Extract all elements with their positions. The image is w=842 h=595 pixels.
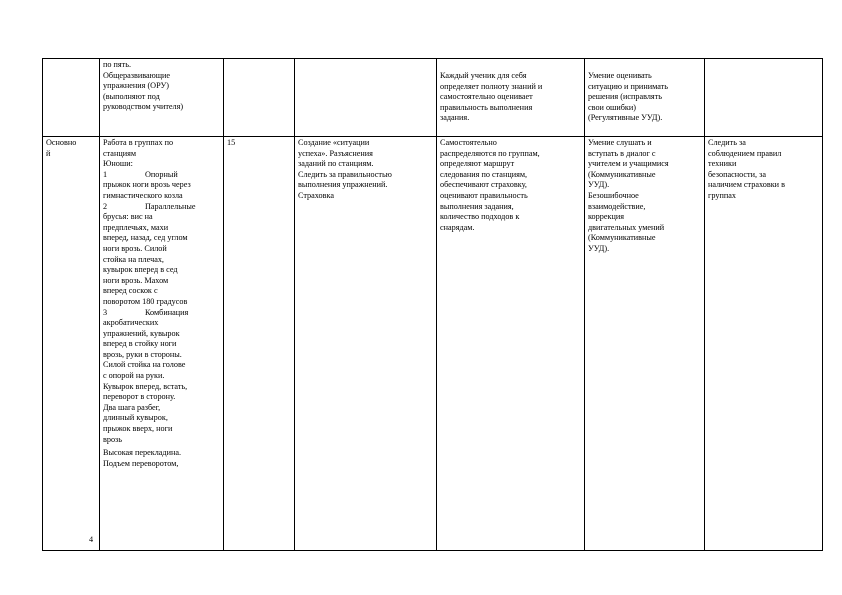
table-row [43, 59, 823, 137]
list-item: 1 Опорный [103, 169, 178, 179]
uud-cell: Умение оценивать ситуацию и принимать решения (исправлять свои ошибки) (Регулятивные УУД). [585, 59, 705, 137]
time-cell [224, 137, 295, 551]
stage-number: 4 [89, 535, 94, 545]
stage-cell: Основно й 4 [43, 137, 100, 551]
uud-cell: Умение слушать и вступать в диалог с учителем и учащимися (Коммуникативные УУД). Безошибочное взаимодействие, коррекция двигательных умений (Коммуникативные УУД). [585, 137, 705, 551]
stage-name: Основно [46, 138, 77, 147]
content-title: Работа в группах по [103, 138, 174, 147]
control-cell [705, 59, 823, 137]
content-cell: по пять. Общеразвивающие упражнения (ОРУ) (выполняют под руководством учителя) [100, 59, 224, 137]
lesson-plan-table [42, 58, 823, 551]
content-cell: Работа в группах по станциям Юноши: 1 Опорный прыжок ноги врозь через гимнастического козла 2 Параллельные брусья: вис на предплечьях, махи вперед, назад, сед углом ноги врозь. Силой стойка на плечах, кувырок вперед в сед ноги врозь. Махом вперед соскок с поворотом 180 градусов 3 Комбинация акробатических упражнений, кувырок вперед в стойку ноги врозь, руки в стороны. Силой стойка на голове с опорой на руки. Кувырок вперед, встать, переворот в сторону. Два шага разбег, длинный кувырок, прыжок вверх, ноги врозь Высокая перекладина. Подъем переворотом, [100, 137, 224, 551]
stage-cell [43, 59, 100, 137]
table-row [43, 137, 823, 551]
control-cell: Следить за соблюдением правил техники безопасности, за наличием страховки в группах [705, 137, 823, 551]
content-subtitle: Юноши: [103, 159, 133, 169]
list-item: 3 Комбинация [103, 307, 189, 317]
student-activity-cell: Самостоятельно распределяются по группам, определяют маршрут следования по станциям, обеспечивают страховку, оценивают правильность выполнения задания, количество подходов к снарядам. [437, 137, 585, 551]
student-activity-cell: Каждый ученик для себя определяет полноту знаний и самостоятельно оценивает правильность выполнения задания. [437, 59, 585, 137]
duration-minutes: 15 [227, 138, 236, 147]
teacher-activity-cell [295, 59, 437, 137]
list-item: 2 Параллельные [103, 201, 196, 211]
teacher-activity-cell: Создание «ситуации успеха». Разъяснения заданий по станциям. Следить за правильностью выполнения упражнений. Страховка [295, 137, 437, 551]
time-cell [224, 59, 295, 137]
